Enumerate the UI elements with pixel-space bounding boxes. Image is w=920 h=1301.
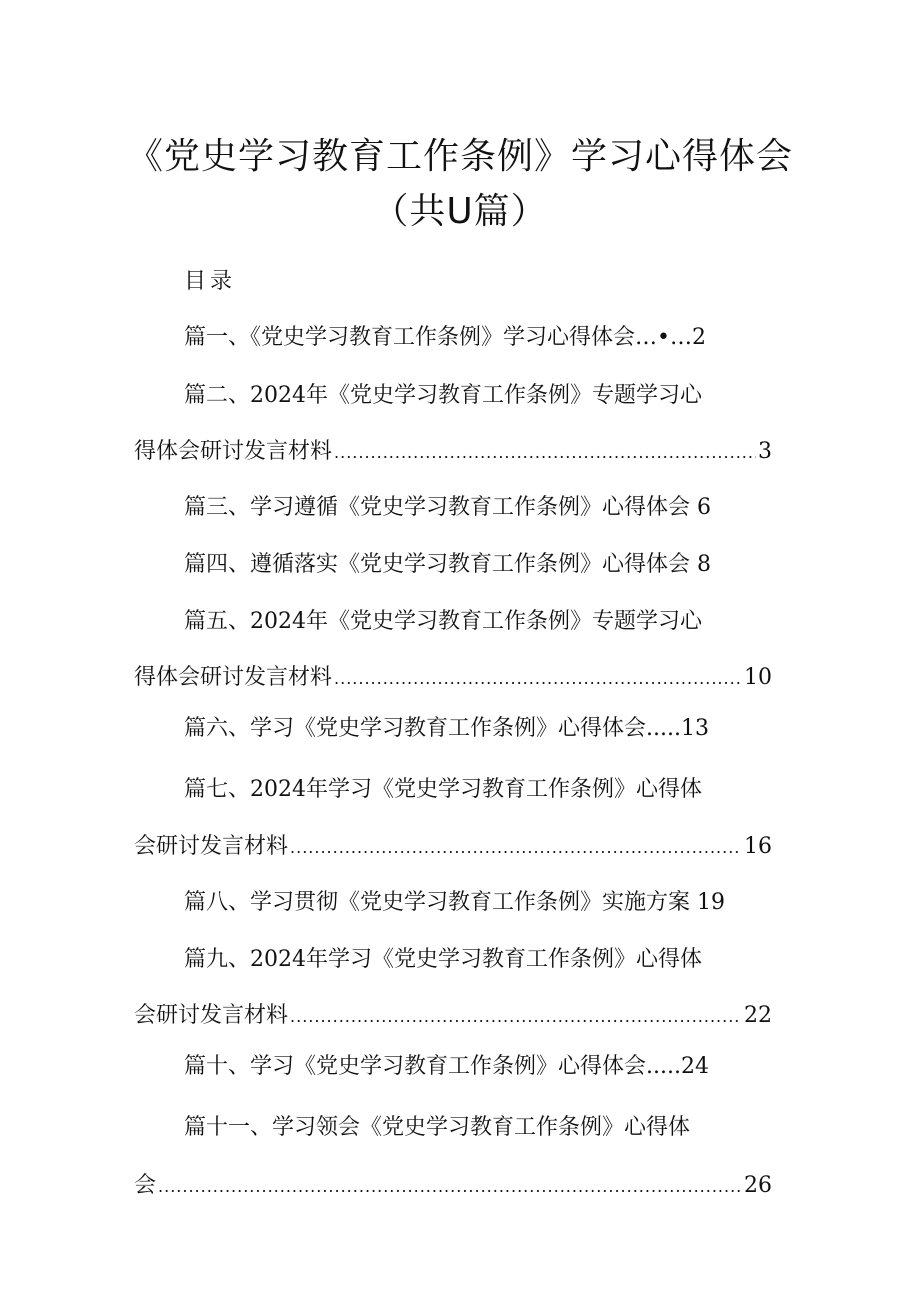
toc-entry-text: 篇一、《党史学习教育工作条例》学习心得体会…•…2 [184, 325, 706, 350]
toc-entry-7-continued[interactable] [134, 829, 772, 861]
toc-entry-9-continued[interactable] [134, 998, 772, 1030]
toc-entry-text: 会研讨发言材料 [134, 834, 289, 859]
toc-page-number: 26 [744, 1173, 772, 1198]
toc-entry-10[interactable] [184, 1049, 709, 1081]
toc-entry-7[interactable] [184, 772, 702, 804]
toc-leader-dots [158, 1177, 742, 1196]
toc-entry-5-continued[interactable] [134, 660, 772, 692]
toc-entry-3[interactable] [184, 490, 711, 522]
document-title: 《党史学习教育工作条例》学习心得体会 [126, 136, 793, 177]
toc-entry-4[interactable] [184, 547, 711, 579]
toc-entry-text: 篇十、学习《党史学习教育工作条例》心得体会.....24 [184, 1054, 709, 1079]
toc-entry-text: 篇七、2024年学习《党史学习教育工作条例》心得体 [184, 777, 702, 802]
toc-page-number: 3 [758, 439, 772, 464]
toc-entry-9[interactable] [184, 942, 702, 974]
toc-leader-dots [290, 1007, 742, 1026]
toc-leader-dots [290, 838, 742, 857]
toc-entry-2[interactable] [184, 378, 702, 410]
toc-entry-text: 篇九、2024年学习《党史学习教育工作条例》心得体 [184, 947, 702, 972]
toc-entry-1[interactable] [184, 320, 706, 352]
toc-entry-text: 得体会研讨发言材料 [134, 665, 333, 690]
toc-entry-text: 篇六、学习《党史学习教育工作条例》心得体会.....13 [184, 716, 709, 741]
toc-page-number: 10 [744, 665, 772, 690]
toc-entry-text: 篇五、2024年《党史学习教育工作条例》专题学习心 [184, 609, 702, 634]
toc-leader-dots [334, 669, 742, 688]
toc-page-number: 16 [744, 834, 772, 859]
toc-entry-text: 篇八、学习贯彻《党史学习教育工作条例》实施方案 19 [184, 890, 725, 915]
toc-page-number: 22 [744, 1003, 772, 1028]
document-subtitle: （共U篇） [372, 191, 548, 232]
toc-entry-text: 篇三、学习遵循《党史学习教育工作条例》心得体会 6 [184, 495, 711, 520]
toc-entry-6[interactable] [184, 711, 709, 743]
toc-entry-text: 篇二、2024年《党史学习教育工作条例》专题学习心 [184, 383, 702, 408]
toc-entry-5[interactable] [184, 604, 702, 636]
toc-entry-text: 篇四、遵循落实《党史学习教育工作条例》心得体会 8 [184, 552, 711, 577]
toc-entry-text: 会 [134, 1173, 157, 1198]
toc-entry-text: 会研讨发言材料 [134, 1003, 289, 1028]
toc-entry-text: 得体会研讨发言材料 [134, 439, 333, 464]
toc-entry-2-continued[interactable] [134, 434, 772, 466]
toc-entry-11[interactable] [184, 1110, 690, 1142]
toc-entry-11-continued[interactable] [134, 1168, 772, 1200]
toc-leader-dots [334, 443, 756, 462]
toc-heading: 目录 [184, 269, 237, 294]
toc-entry-8[interactable] [184, 885, 725, 917]
toc-entry-text: 篇十一、学习领会《党史学习教育工作条例》心得体 [184, 1115, 691, 1140]
